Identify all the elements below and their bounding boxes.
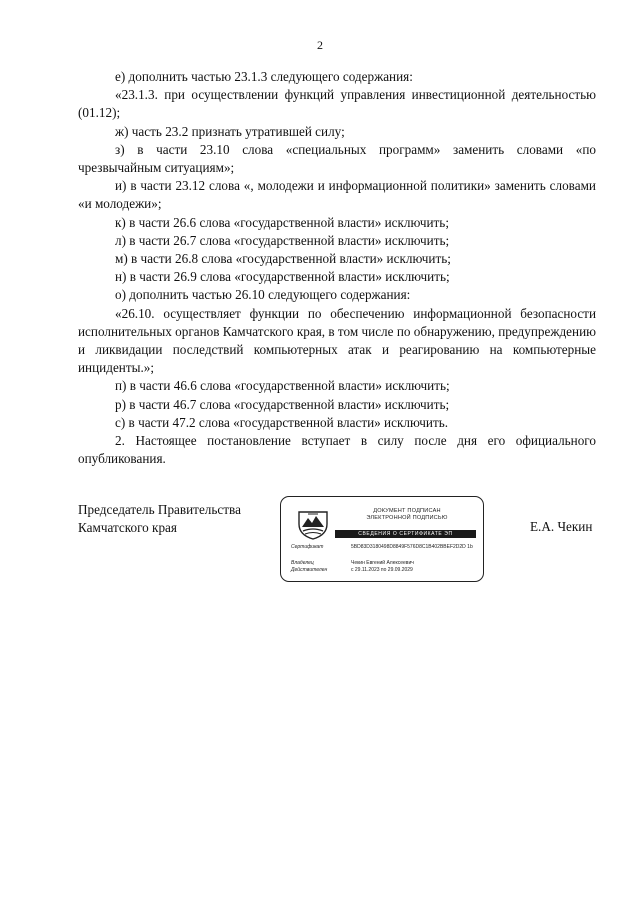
paragraph-item-i: и) в части 23.12 слова «, молодежи и информационной политики» заменить словами «и молодежи»;	[78, 178, 596, 212]
signer-title	[78, 501, 241, 538]
paragraph-item-k: к) в части 26.6 слова «государственной власти» исключить;	[115, 214, 449, 230]
certificate-label: Сертификат	[291, 544, 324, 550]
paragraph-item-o: о) дополнить частью 26.10 следующего содержания:	[115, 287, 411, 303]
paragraph-item-z: з) в части 23.10 слова «специальных программ» заменить словами «по чрезвычайным ситуациям»;	[78, 141, 596, 176]
validity-value: с 29.11.2023 по 29.09.2029	[351, 567, 413, 573]
electronic-signature-stamp	[280, 496, 484, 582]
paragraph-item-n: н) в части 26.9 слова «государственной власти» исключить;	[115, 269, 450, 285]
owner-value: Чекин Евгений Алексеевич	[351, 560, 414, 566]
signer-name: Е.А. Чекин	[530, 519, 593, 534]
paragraph-item-r: р) в части 46.7 слова «государственной власти» исключить;	[115, 396, 450, 412]
stamp-heading-line-1: ДОКУМЕНТ ПОДПИСАН	[373, 508, 441, 514]
paragraph-item-s: с) в части 47.2 слова «государственной власти» исключить.	[115, 414, 449, 430]
stamp-certificate-bar: СВЕДЕНИЯ О СЕРТИФИКАТЕ ЭП	[335, 530, 476, 538]
paragraph-quote-26-10: «26.10. осуществляет функции по обеспечению информационной безопасности исполнительных органов Камчатского края, в том числе по обнаружению, предупреждению и ликвидации последствий компьютерных атак и реагированию на компьютерные инциденты.»;	[78, 305, 596, 376]
document-body	[78, 68, 596, 468]
paragraph-item-m: м) в части 26.8 слова «государственной власти» исключить;	[115, 251, 451, 267]
paragraph-effective-date: 2. Настоящее постановление вступает в силу после дня его официального опубликования.	[78, 433, 596, 467]
signer-title-line-2: Камчатского края	[78, 520, 177, 536]
validity-label: Действителен	[291, 567, 328, 573]
certificate-value: 5BD83D3180498D8849F576D8C1B402BBEF2D2D 1b	[351, 544, 473, 550]
paragraph-item-zh: ж) часть 23.2 признать утратившей силу;	[115, 123, 345, 139]
stamp-heading-line-2: ЭЛЕКТРОННОЙ ПОДПИСЬЮ	[366, 515, 448, 521]
stamp-heading	[337, 508, 477, 522]
coat-of-arms-icon	[296, 506, 330, 540]
signer-title-line-1: Председатель Правительства	[78, 502, 241, 517]
paragraph-item-l: л) в части 26.7 слова «государственной власти» исключить;	[115, 232, 450, 248]
paragraph-quote-23-1-3: «23.1.3. при осуществлении функций управления инвестиционной деятельностью (01.12);	[78, 87, 596, 121]
owner-label: Владелец	[291, 560, 314, 566]
page-number: 2	[317, 38, 323, 52]
paragraph-item-p: п) в части 46.6 слова «государственной власти» исключить;	[115, 378, 450, 394]
paragraph-item-e: е) дополнить частью 23.1.3 следующего содержания:	[115, 69, 413, 84]
